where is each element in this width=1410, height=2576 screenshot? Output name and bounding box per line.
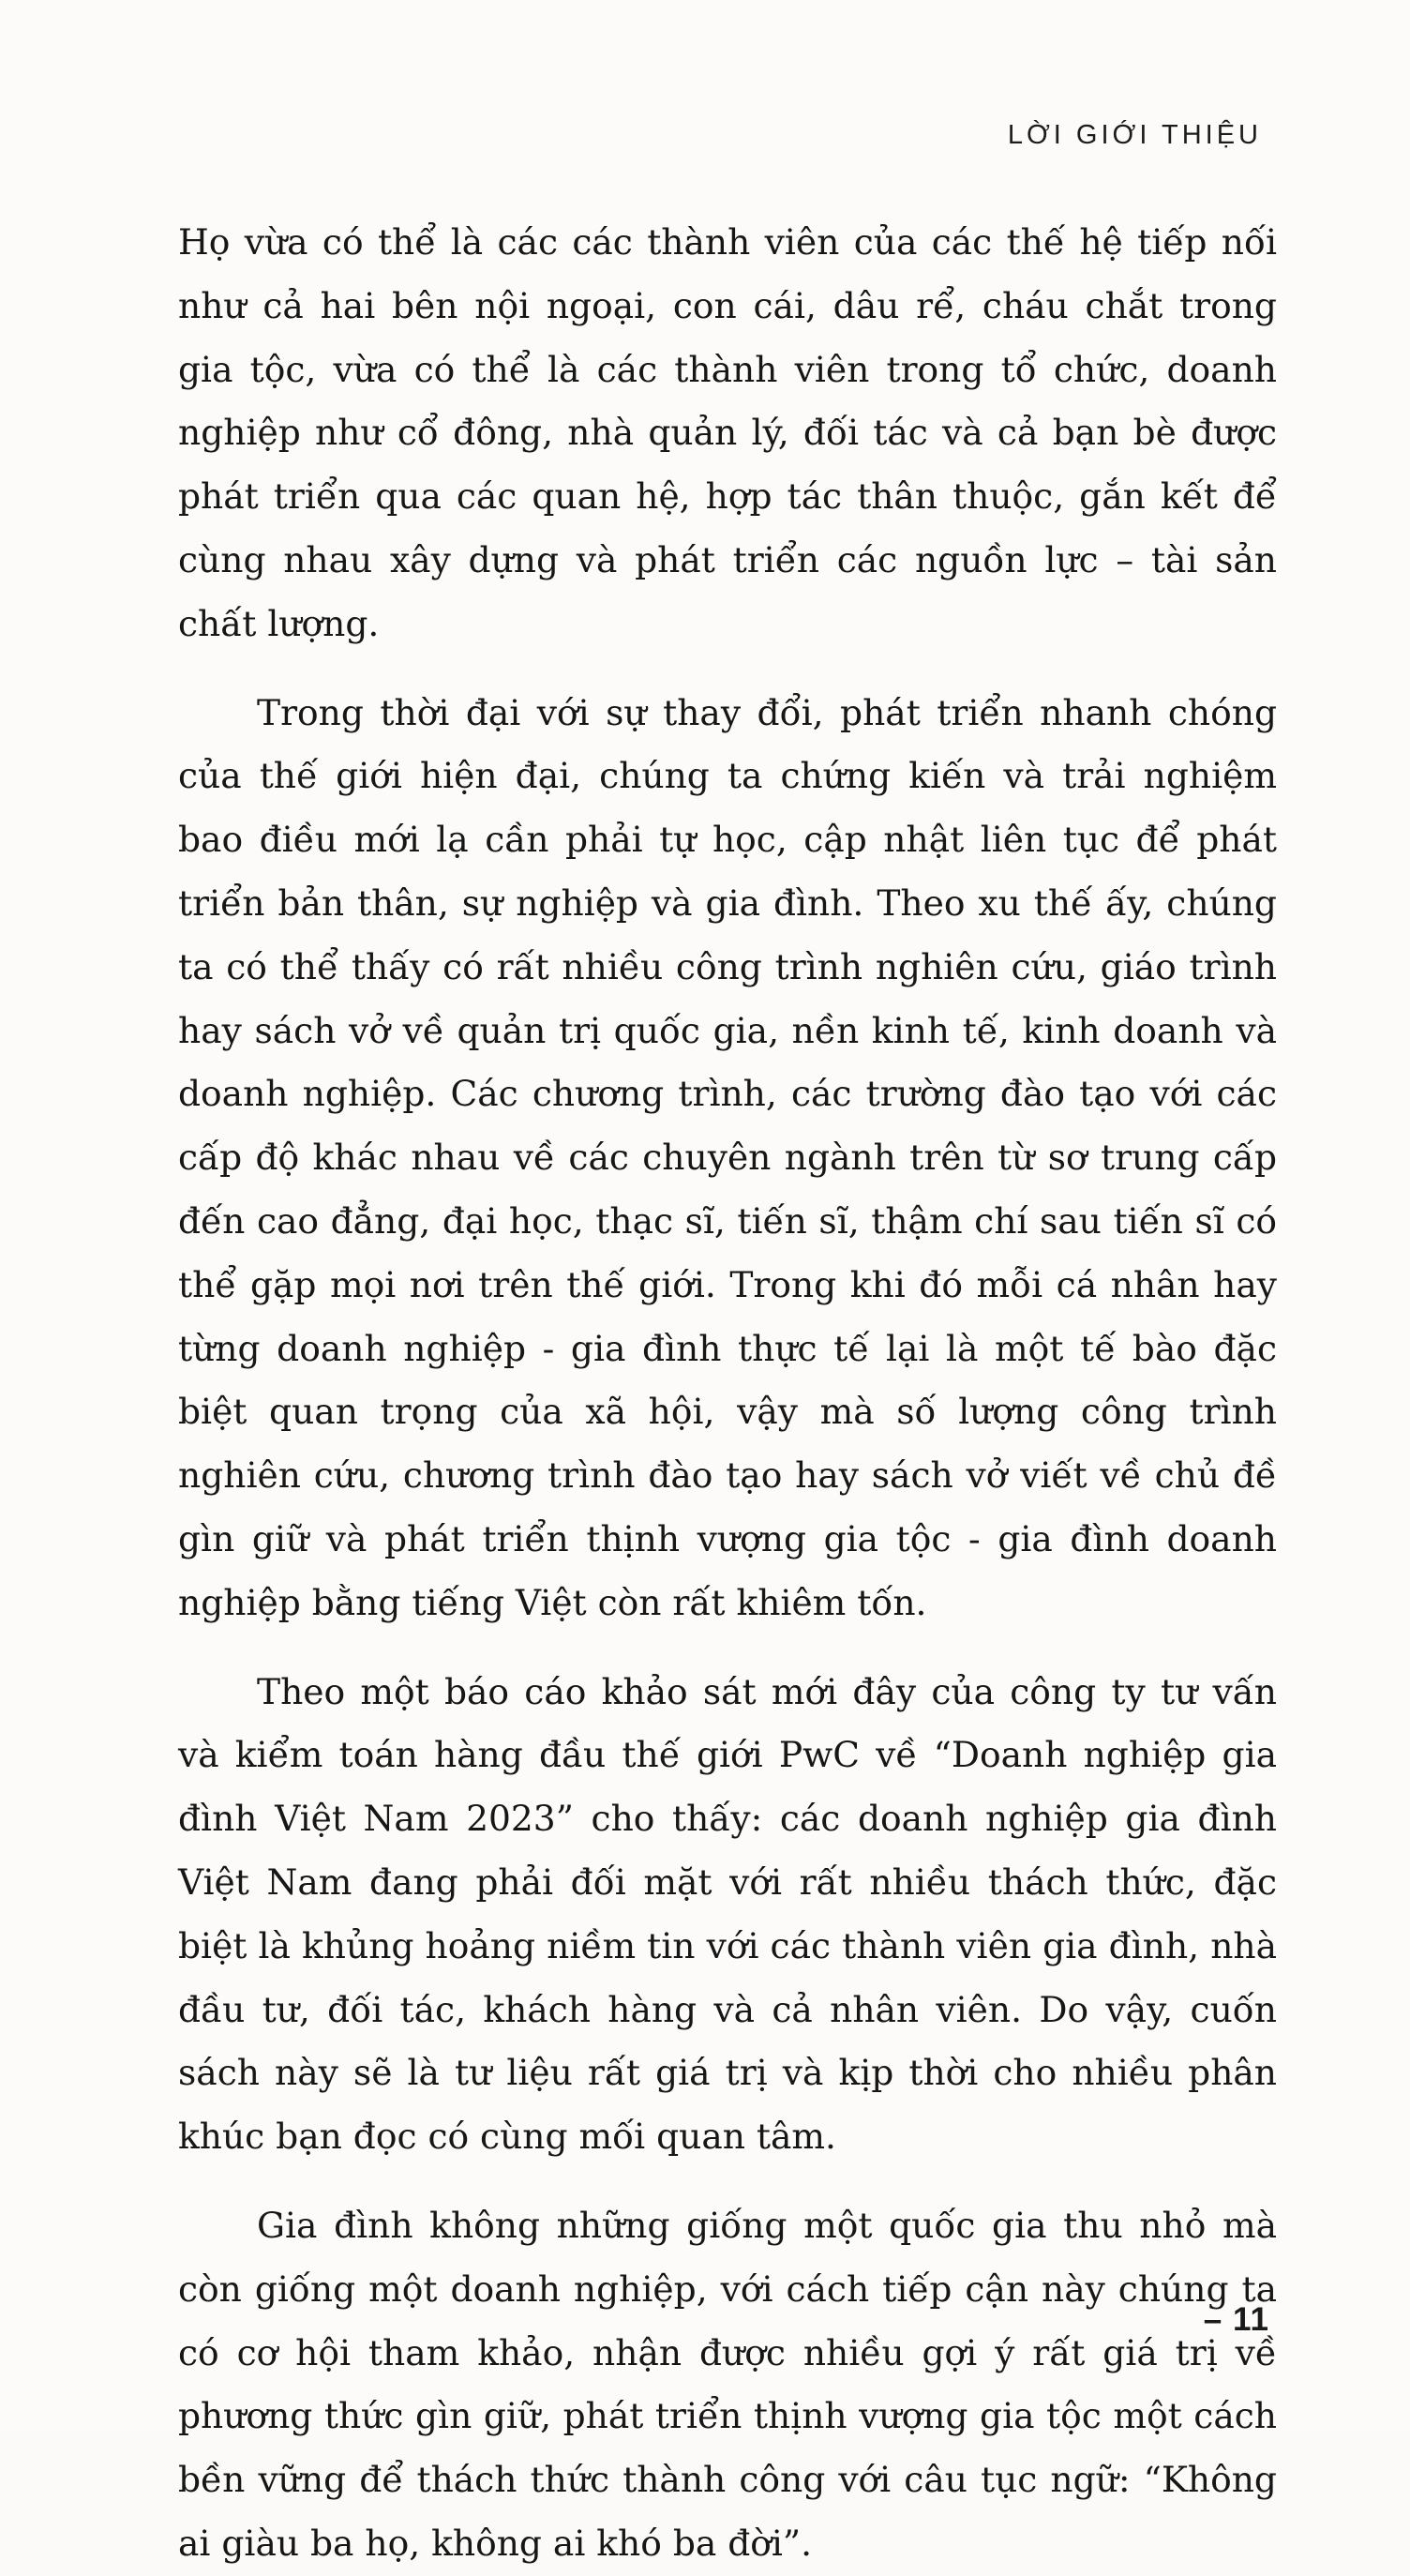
page-number: – 11 (1203, 2301, 1269, 2338)
paragraph: Theo một báo cáo khảo sát mới đây của công ty tư vấn và kiểm toán hàng đầu thế giới PwC về “Doanh nghiệp gia đình Việt Nam 2023” cho thấy: các doanh nghiệp gia đình Việt Nam đang phải đối mặt với rất nhiều thách thức, đặc biệt là khủng hoảng niềm tin với các thành viên gia đình, nhà đầu tư, đối tác, khách hàng và cả nhân viên. Do vậy, cuốn sách này sẽ là tư liệu rất giá trị và kịp thời cho nhiều phân khúc bạn đọc có cùng mối quan tâm. (178, 1670, 1277, 2158)
paragraph: Họ vừa có thể là các các thành viên của các thế hệ tiếp nối như cả hai bên nội ngoại, con cái, dâu rể, cháu chắt trong gia tộc, vừa có thể là các thành viên trong tổ chức, doanh nghiệp như cổ đông, nhà quản lý, đối tác và cả bạn bè được phát triển qua các quan hệ, hợp tác thân thuộc, gắn kết để cùng nhau xây dựng và phát triển các nguồn lực – tài sản chất lượng. (178, 221, 1277, 644)
paragraph: Gia đình không những giống một quốc gia thu nhỏ mà còn giống một doanh nghiệp, với cách tiếp cận này chúng ta có cơ hội tham khảo, nhận được nhiều gợi ý rất giá trị về phương thức gìn giữ, phát triển thịnh vượng gia tộc một cách bền vững để thách thức thành công với câu tục ngữ: “Không ai giàu ba họ, không ai khó ba đời”. (178, 2204, 1277, 2564)
running-header: LỜI GIỚI THIỆU (1007, 120, 1262, 150)
body-text (178, 211, 1277, 2576)
paragraph: Trong thời đại với sự thay đổi, phát triển nhanh chóng của thế giới hiện đại, chúng ta chứng kiến và trải nghiệm bao điều mới lạ cần phải tự học, cập nhật liên tục để phát triển bản thân, sự nghiệp và gia đình. Theo xu thế ấy, chúng ta có thể thấy có rất nhiều công trình nghiên cứu, giáo trình hay sách vở về quản trị quốc gia, nền kinh tế, kinh doanh và doanh nghiệp. Các chương trình, các trường đào tạo với các cấp độ khác nhau về các chuyên ngành trên từ sơ trung cấp đến cao đẳng, đại học, thạc sĩ, tiến sĩ, thậm chí sau tiến sĩ có thể gặp mọi nơi trên thế giới. Trong khi đó mỗi cá nhân hay từng doanh nghiệp - gia đình thực tế lại là một tế bào đặc biệt quan trọng của xã hội, vậy mà số lượng công trình nghiên cứu, chương trình đào tạo hay sách vở viết về chủ đề gìn giữ và phát triển thịnh vượng gia tộc - gia đình doanh nghiệp bằng tiếng Việt còn rất khiêm tốn. (178, 691, 1277, 1623)
